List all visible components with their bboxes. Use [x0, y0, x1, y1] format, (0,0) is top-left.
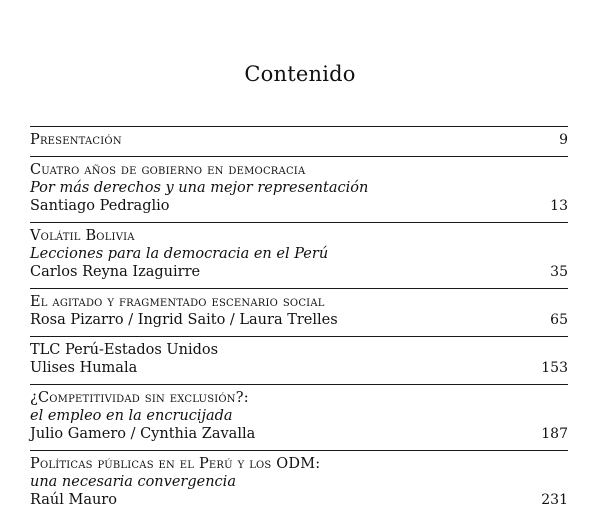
toc-section-title: Políticas públicas en el Perú y los ODM: — [30, 456, 321, 472]
table-of-contents — [30, 126, 568, 516]
toc-subtitle: Lecciones para la democracia en el Perú — [30, 246, 329, 262]
toc-entry-presentacion — [30, 126, 568, 149]
toc-entry-cuatro-anos — [30, 156, 568, 215]
toc-subtitle: el empleo en la encrucijada — [30, 408, 233, 424]
toc-page-number: 13 — [550, 198, 568, 214]
toc-author: Julio Gamero / Cynthia Zavalla — [30, 426, 256, 442]
toc-author: Ulises Humala — [30, 360, 138, 376]
toc-entry-tlc — [30, 336, 568, 377]
toc-author: Rosa Pizarro / Ingrid Saito / Laura Trelles — [30, 312, 338, 328]
toc-section-title: Volátil Bolivia — [30, 228, 135, 244]
toc-section-title: Presentación — [30, 132, 122, 148]
toc-page-number: 231 — [541, 492, 568, 508]
toc-author: Raúl Mauro — [30, 492, 117, 508]
page-title: Contenido — [244, 62, 356, 86]
toc-subtitle: Por más derechos y una mejor representación — [30, 180, 369, 196]
toc-entry-volatil-bolivia — [30, 222, 568, 281]
toc-section-title: TLC Perú-Estados Unidos — [30, 342, 219, 358]
toc-page-number: 153 — [541, 360, 568, 376]
toc-subtitle: una necesaria convergencia — [30, 474, 236, 490]
toc-entry-escenario-social — [30, 288, 568, 329]
toc-section-title: Cuatro años de gobierno en democracia — [30, 162, 306, 178]
toc-author: Carlos Reyna Izaguirre — [30, 264, 201, 280]
toc-page-number: 9 — [559, 132, 568, 148]
toc-page-number: 35 — [550, 264, 568, 280]
toc-entry-competitividad — [30, 384, 568, 443]
toc-page-number: 65 — [550, 312, 568, 328]
toc-author: Santiago Pedraglio — [30, 198, 170, 214]
toc-page-number: 187 — [541, 426, 568, 442]
toc-section-title: ¿Competitividad sin exclusión?: — [30, 390, 249, 406]
toc-section-title: El agitado y fragmentado escenario social — [30, 294, 325, 310]
toc-entry-politicas-publicas — [30, 450, 568, 509]
